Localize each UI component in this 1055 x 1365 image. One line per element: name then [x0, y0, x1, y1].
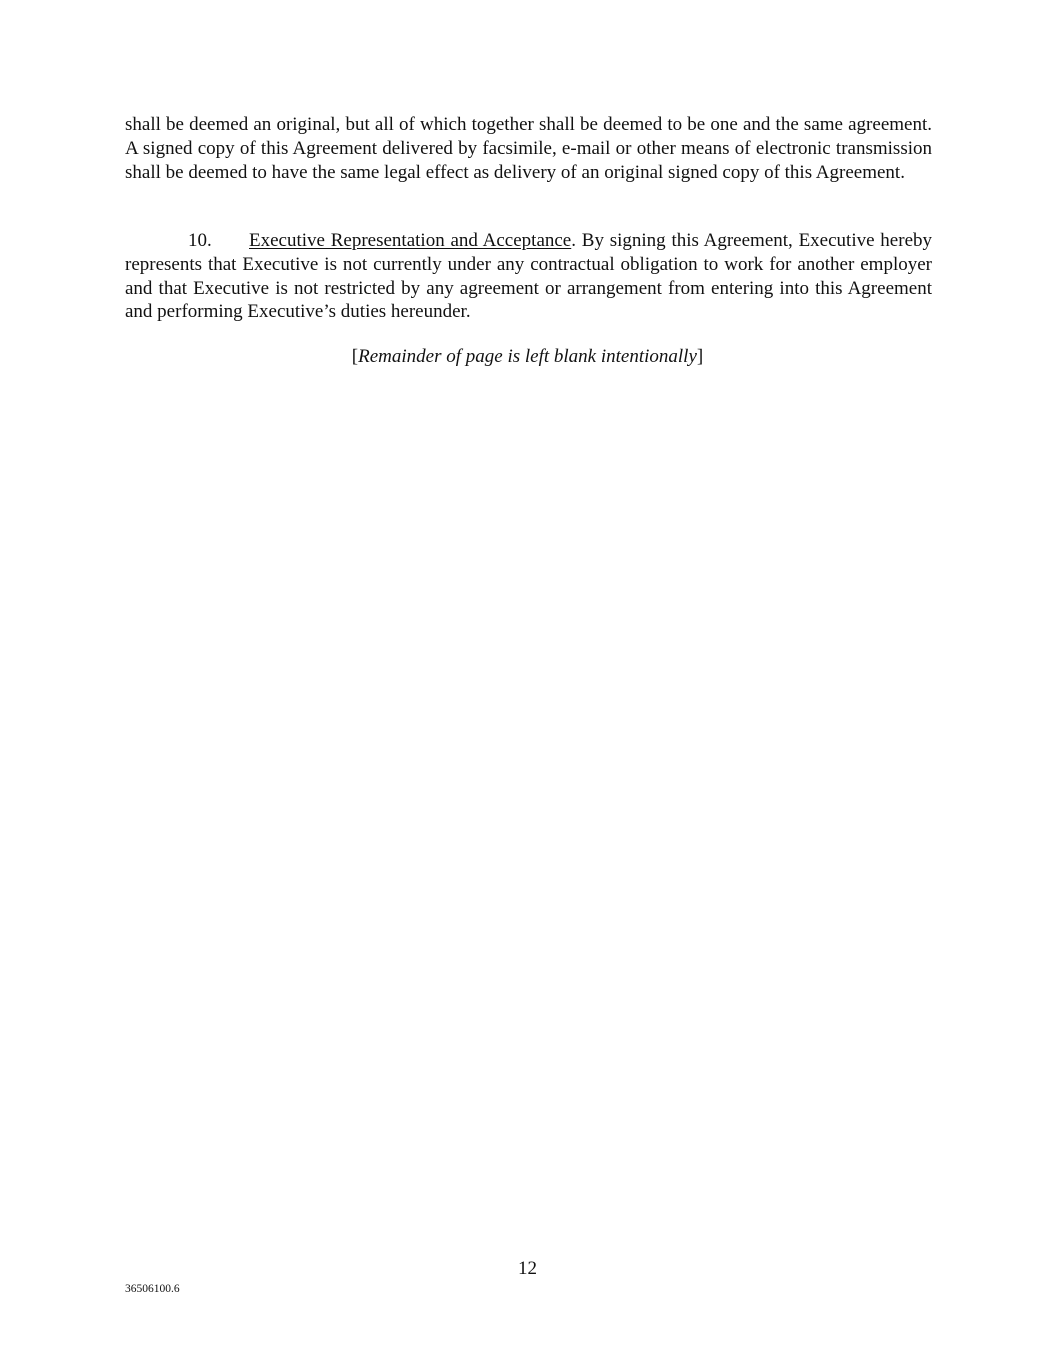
section-heading-period: .	[571, 230, 576, 251]
remainder-close-bracket: ]	[696, 346, 704, 367]
section-10-paragraph	[125, 229, 932, 324]
remainder-text: Remainder of page is left blank intentionally	[358, 346, 697, 367]
section-heading: Executive Representation and Acceptance	[249, 230, 572, 251]
remainder-open-bracket: [	[351, 346, 359, 367]
continued-paragraph: shall be deemed an original, but all of which together shall be deemed to be one and the same agreement. A signed copy of this Agreement delivered by facsimile, e-mail or other means of electronic transmission shall be deemed to have the same legal effect as delivery of an original signed copy of this Agreement.	[125, 114, 932, 183]
section-number: 10.	[188, 230, 212, 251]
remainder-note	[0, 345, 1055, 369]
document-id: 36506100.6	[125, 1283, 180, 1295]
page-number: 12	[518, 1258, 537, 1279]
section-body: By signing this Agreement, Executive hereby represents that Executive is not currently under any contractual obligation to work for another employer and that Executive is not restricted by any agreement or arrangement from entering into this Agreement and performing Executive’s duties hereunder.	[125, 230, 932, 323]
